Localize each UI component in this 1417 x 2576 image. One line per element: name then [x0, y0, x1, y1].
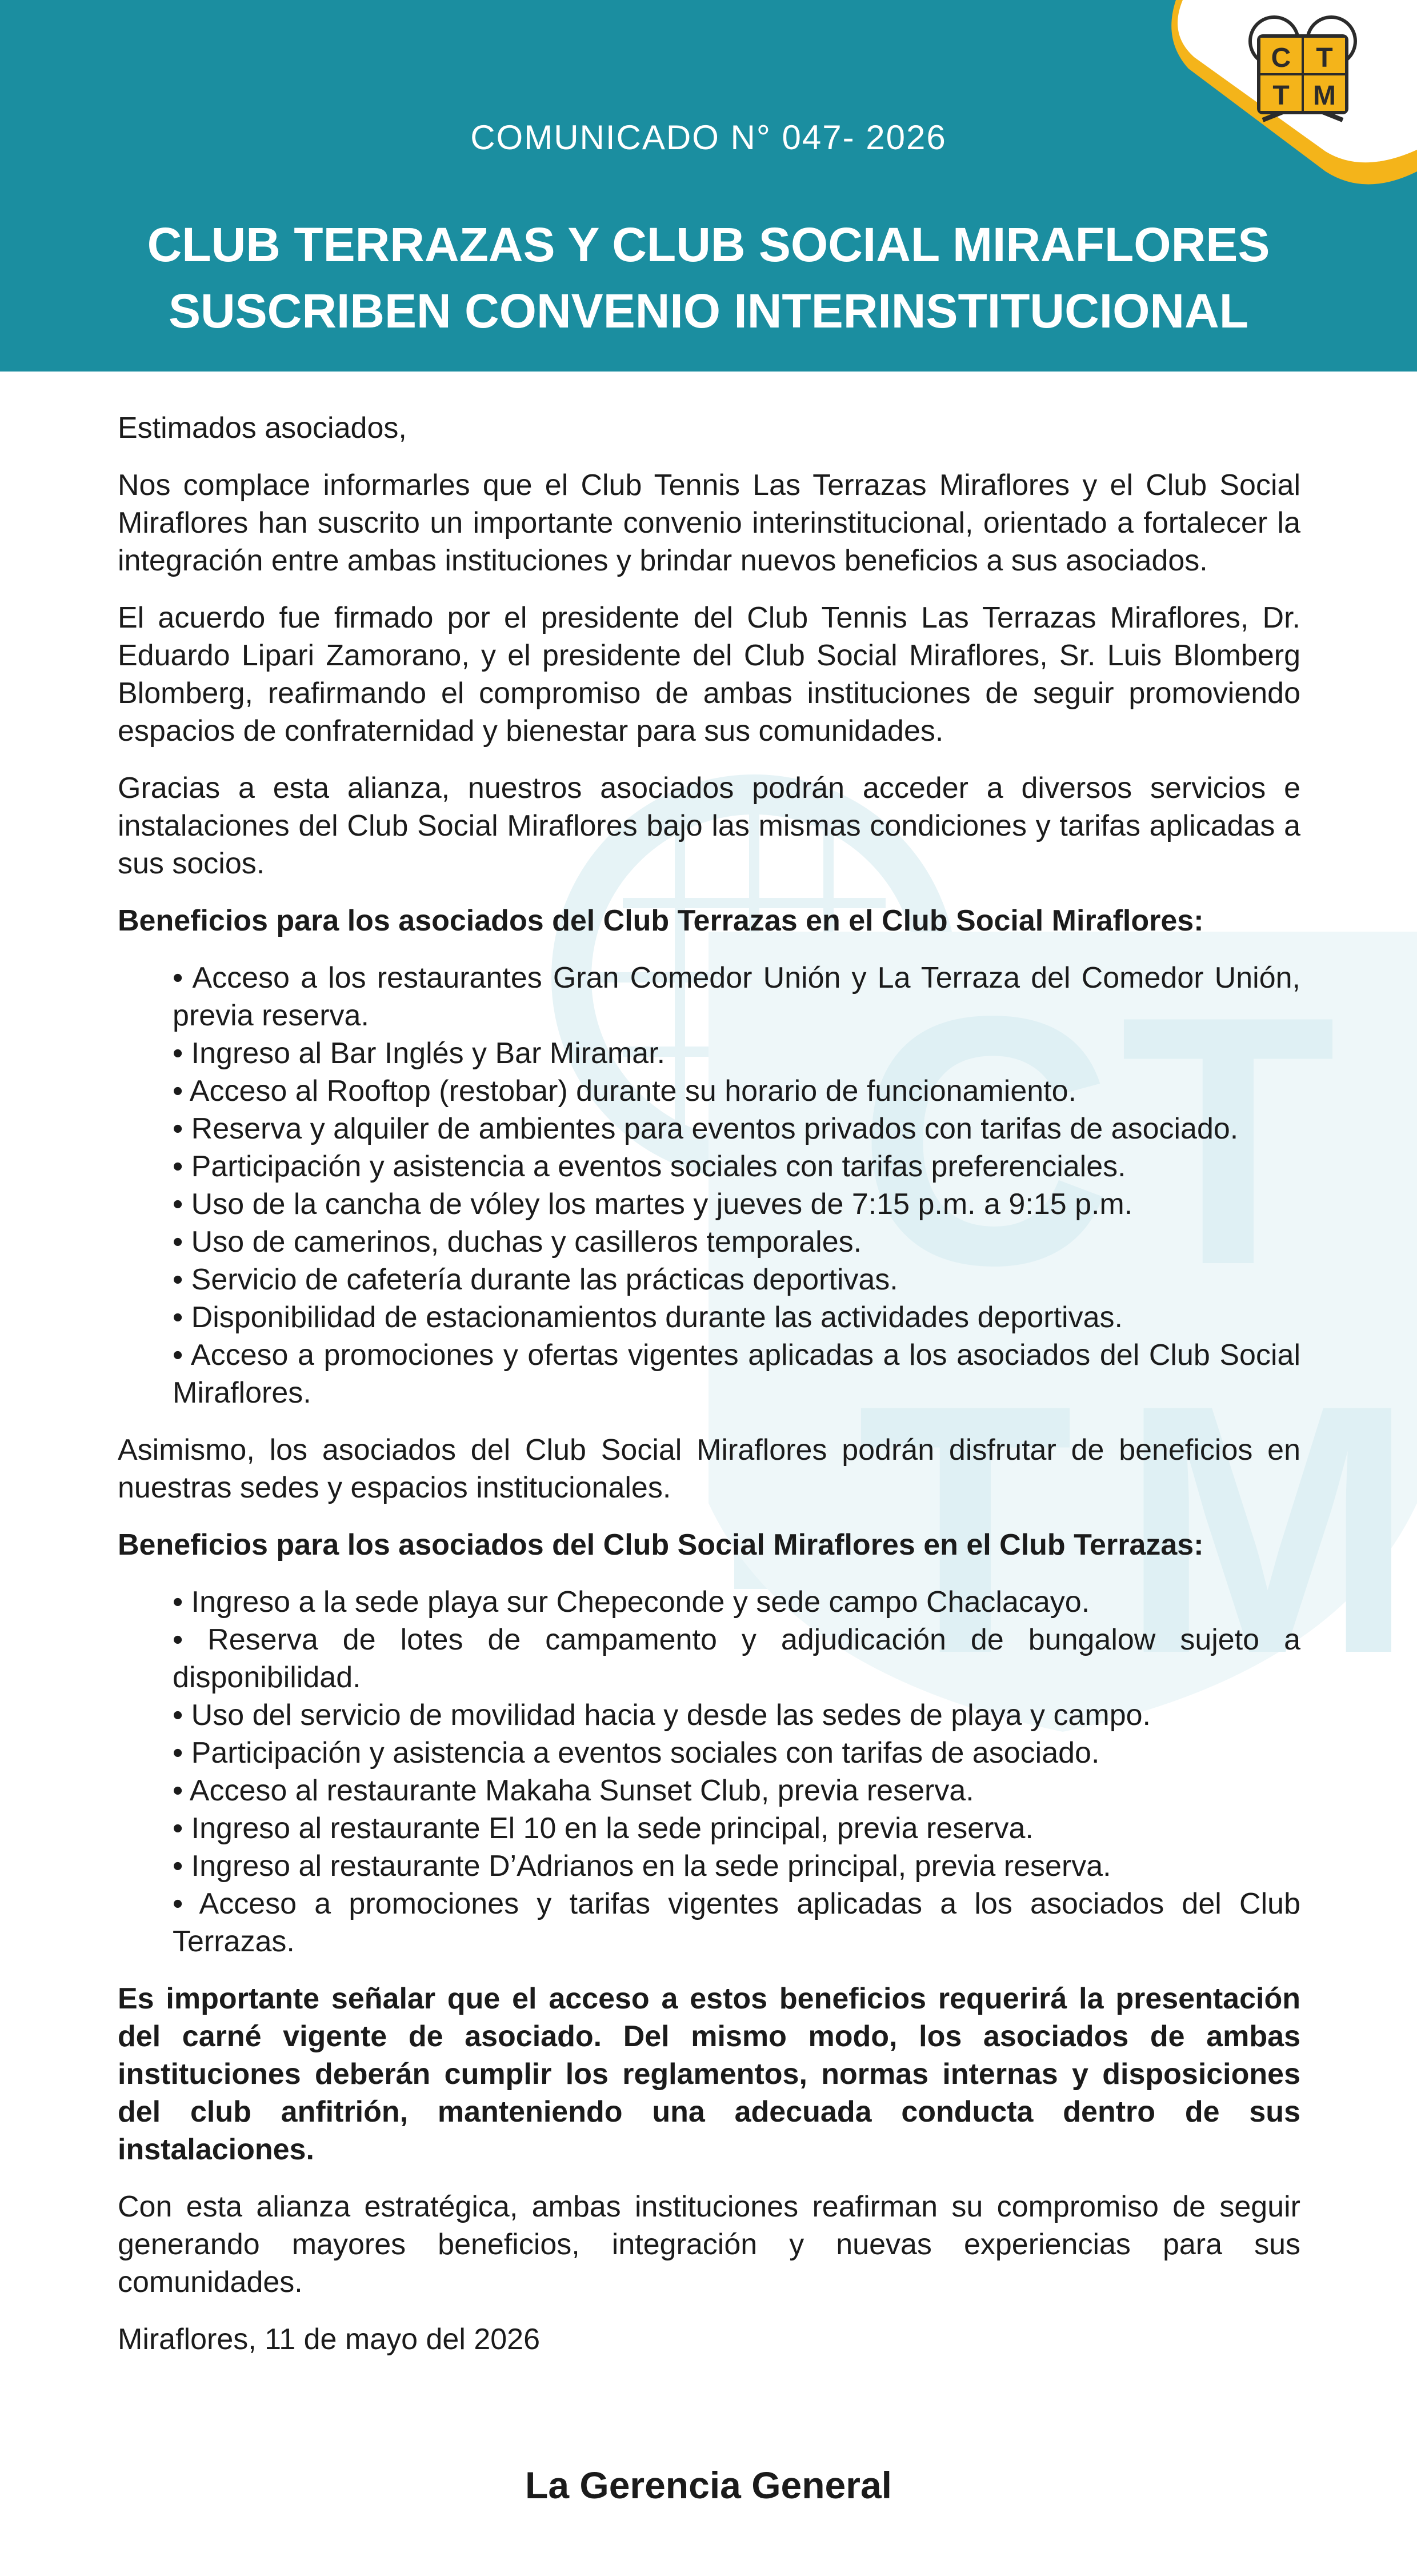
- list-item: • Acceso a promociones y ofertas vigentes aplicadas a los asociados del Club Social Miraflores.: [173, 1339, 1300, 1409]
- list-item: • Reserva y alquiler de ambientes para eventos privados con tarifas de asociado.: [173, 1112, 1239, 1145]
- header-banner: [0, 0, 1417, 372]
- list-item: • Uso de la cancha de vóley los martes y jueves de 7:15 p.m. a 9:15 p.m.: [173, 1188, 1133, 1221]
- logo-letter: M: [1313, 81, 1336, 111]
- section-title-social-benefits: Beneficios para los asociados del Club Social Miraflores en el Club Terrazas:: [118, 1528, 1204, 1561]
- benefits-list-social: [118, 1583, 1300, 1960]
- title-line: CLUB TERRAZAS Y CLUB SOCIAL MIRAFLORES: [147, 218, 1270, 271]
- list-item: • Servicio de cafetería durante las prácticas deportivas.: [173, 1263, 898, 1296]
- logo-letter: T: [1272, 81, 1290, 111]
- paragraph: El acuerdo fue firmado por el presidente del Club Tennis Las Terrazas Miraflores, Dr. Eduardo Lipari Zamorano, y el presidente del Club Social Miraflores, Sr. Luis Blomberg Blomberg, reafirmando el compromiso de ambas instituciones de seguir promoviendo espacios de confraternidad y bienestar para sus comunidades.: [118, 601, 1300, 748]
- list-item: • Participación y asistencia a eventos sociales con tarifas de asociado.: [173, 1736, 1100, 1770]
- list-item: • Ingreso al restaurante D’Adrianos en la sede principal, previa reserva.: [173, 1850, 1111, 1883]
- comunicado-number: COMUNICADO N° 047- 2026: [470, 118, 947, 157]
- svg-text:T: T: [1120, 943, 1336, 1339]
- list-item: • Participación y asistencia a eventos sociales con tarifas preferenciales.: [173, 1150, 1126, 1183]
- letter-body: [118, 409, 1300, 2378]
- benefits-list-terrazas: [118, 959, 1300, 1412]
- list-item: • Uso de camerinos, duchas y casilleros temporales.: [173, 1225, 862, 1259]
- paragraph: Asimismo, los asociados del Club Social Miraflores podrán disfrutar de beneficios en nuestras sedes y espacios institucionales.: [118, 1433, 1300, 1504]
- list-item: • Acceso al restaurante Makaha Sunset Club, previa reserva.: [173, 1774, 974, 1807]
- list-item: • Acceso al Rooftop (restobar) durante su horario de funcionamiento.: [173, 1075, 1076, 1108]
- list-item: • Acceso a promociones y tarifas vigentes aplicadas a los asociados del Club Terrazas.: [173, 1887, 1300, 1958]
- page-title: [0, 211, 1417, 344]
- list-item: • Ingreso al Bar Inglés y Bar Miramar.: [173, 1037, 666, 1070]
- logo-letter: C: [1271, 43, 1291, 73]
- svg-text:C: C: [857, 943, 1113, 1339]
- list-item: • Acceso a los restaurantes Gran Comedor Unión y La Terraza del Comedor Unión, previa reserva.: [173, 961, 1300, 1032]
- title-line: SUSCRIBEN CONVENIO INTERINSTITUCIONAL: [168, 284, 1249, 338]
- svg-text:M: M: [1120, 1332, 1415, 1727]
- logo-letter: T: [1316, 43, 1333, 73]
- list-item: • Reserva de lotes de campamento y adjudicación de bungalow sujeto a disponibilidad.: [173, 1623, 1300, 1694]
- list-item: • Ingreso al restaurante El 10 en la sede principal, previa reserva.: [173, 1812, 1034, 1845]
- signature: La Gerencia General: [525, 2464, 892, 2506]
- list-item: • Disponibilidad de estacionamientos durante las actividades deportivas.: [173, 1301, 1123, 1334]
- svg-text:T: T: [857, 1332, 1074, 1727]
- section-title-terrazas-benefits: Beneficios para los asociados del Club Terrazas en el Club Social Miraflores:: [118, 904, 1204, 937]
- date-line: Miraflores, 11 de mayo del 2026: [118, 2323, 540, 2356]
- list-item: • Uso del servicio de movilidad hacia y desde las sedes de playa y campo.: [173, 1699, 1151, 1732]
- important-notice: Es importante señalar que el acceso a estos beneficios requerirá la presentación del carné vigente de asociado. Del mismo modo, los asociados de ambas instituciones deberán cumplir los reglamentos, normas internas y disposiciones del club anfitrión, manteniendo una adecuada conducta dentro de sus instalaciones.: [118, 1982, 1300, 2166]
- greeting: Estimados asociados,: [118, 412, 407, 445]
- paragraph: Nos complace informarles que el Club Tennis Las Terrazas Miraflores y el Club Social Miraflores han suscrito un importante convenio interinstitucional, orientado a fortalecer la integración entre ambas instituciones y brindar nuevos beneficios a sus asociados.: [118, 469, 1300, 577]
- paragraph: Gracias a esta alianza, nuestros asociados podrán acceder a diversos servicios e instalaciones del Club Social Miraflores bajo las mismas condiciones y tarifas aplicadas a sus socios.: [118, 772, 1300, 880]
- paragraph: Con esta alianza estratégica, ambas instituciones reafirman su compromiso de seguir generando mayores beneficios, integración y nuevas experiencias para sus comunidades.: [118, 2190, 1300, 2299]
- list-item: • Ingreso a la sede playa sur Chepeconde y sede campo Chaclacayo.: [173, 1585, 1090, 1619]
